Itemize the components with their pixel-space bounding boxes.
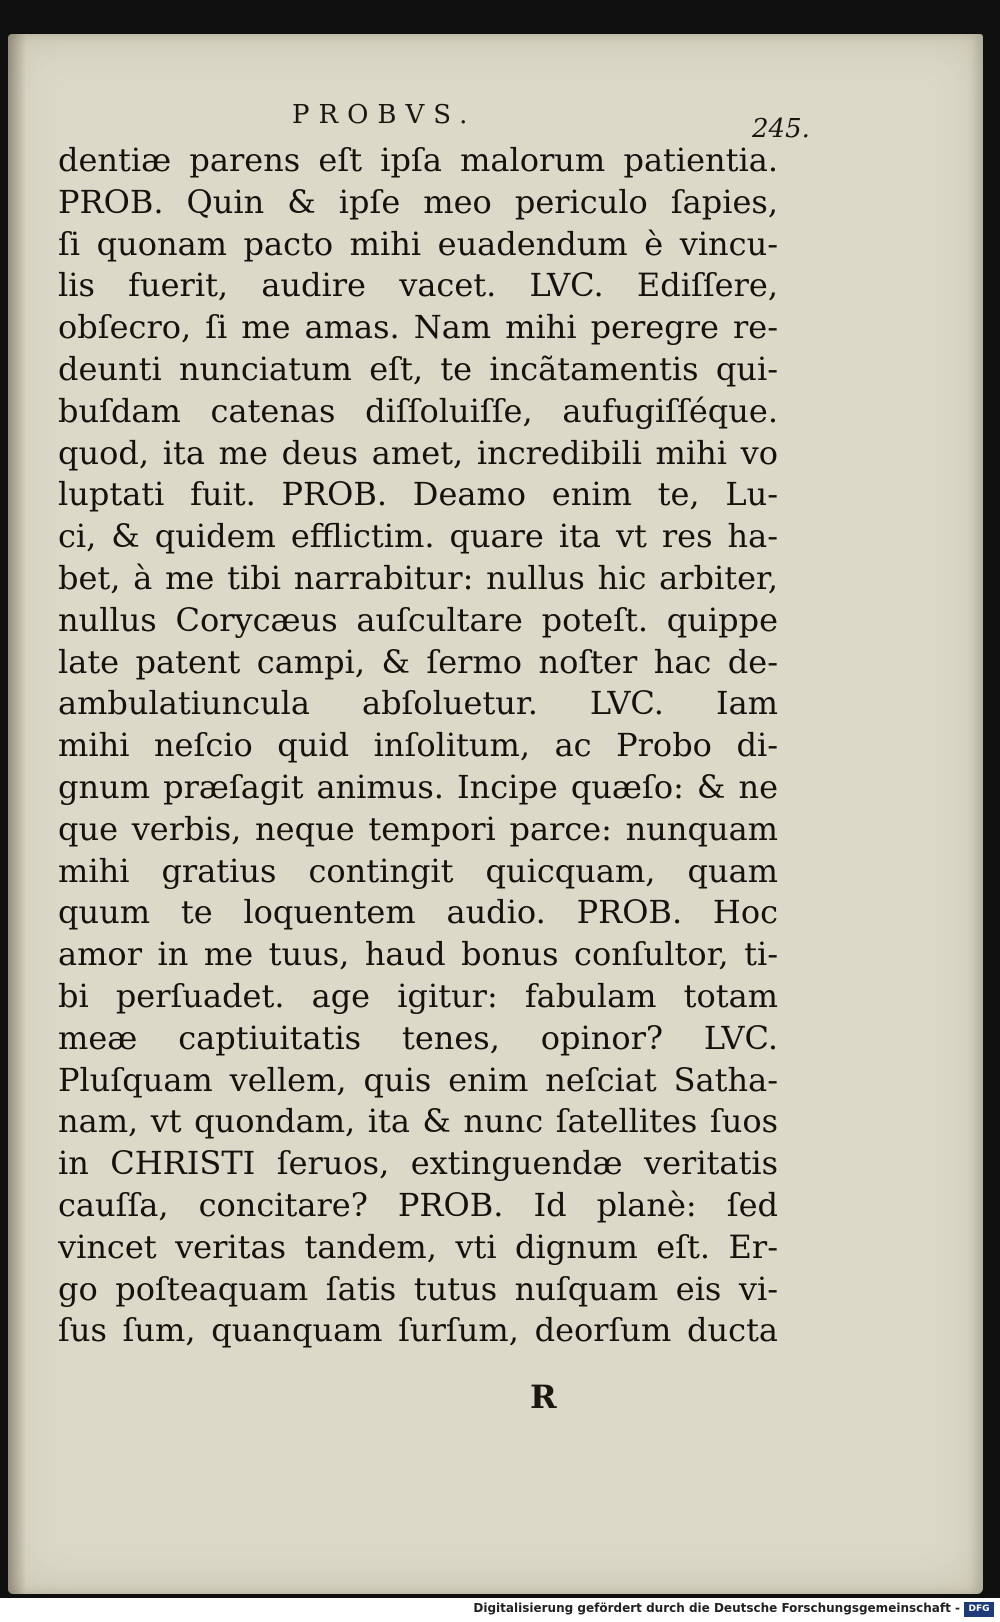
text-line: ſus ſum, quanquam ſurſum, deorſum ducta (58, 1311, 778, 1350)
text-line: mihi gratius contingit quicquam, quam (58, 851, 778, 890)
text-line: cauſſa, concitare? PROB. Id planè: ſed (58, 1185, 778, 1224)
text-line: luptati fuit. PROB. Deamo enim te, Lu- (58, 475, 778, 514)
text-line: Pluſquam vellem, quis enim neſciat Satha- (58, 1060, 778, 1099)
text-line: obſecro, ſi me amas. Nam mihi peregre re- (58, 308, 778, 347)
dfg-logo: DFG (964, 1602, 994, 1617)
funding-credit: Digitalisierung gefördert durch die Deutsche Forschungsgemeinschaft - (473, 1601, 960, 1615)
page-gutter-shadow (8, 34, 26, 1594)
page-number: 245. (752, 114, 810, 144)
text-line: dentiæ parens eſt ipſa malorum patientia. (58, 141, 778, 179)
text-line: que verbis, neque tempori parce: nunquam (58, 809, 778, 848)
text-line: PROB. Quin & ipſe meo periculo ſapies, (58, 182, 778, 221)
text-line: late patent campi, & ſermo noſter hac de- (58, 642, 778, 681)
digitization-footer (0, 1598, 1000, 1622)
text-line: bet, à me tibi narrabitur: nullus hic arbiter, (58, 558, 778, 597)
text-line: ſi quonam pacto mihi euadendum è vincu- (58, 224, 778, 263)
text-line: buſdam catenas diſſoluiſſe, aufugiſſéque. (58, 391, 778, 430)
text-line: quod, ita me deus amet, incredibili mihi vo (58, 433, 778, 472)
text-line: bi perſuadet. age igitur: fabulam totam (58, 976, 778, 1015)
text-line: mihi neſcio quid inſolitum, ac Probo di- (58, 726, 778, 765)
text-line: ci, & quidem efflictim. quare ita vt res ha- (58, 517, 778, 556)
text-line: gnum præſagit animus. Incipe quæſo: & ne (58, 767, 778, 806)
text-line: ambulatiuncula abſoluetur. LVC. Iam (58, 684, 778, 723)
text-line: meæ captiuitatis tenes, opinor? LVC. (58, 1018, 778, 1057)
text-line: nam, vt quondam, ita & nunc ſatellites ſuos (58, 1102, 778, 1141)
page-header (0, 100, 1000, 144)
text-line: in CHRISTI ſeruos, extinguendæ veritatis (58, 1144, 778, 1183)
running-head: PROBVS. (292, 100, 477, 130)
text-line: go poſteaquam ſatis tutus nuſquam eis vi- (58, 1269, 778, 1308)
text-line: deunti nunciatum eſt, te incãtamentis qui- (58, 349, 778, 388)
body-text (58, 140, 778, 1352)
text-line: amor in me tuus, haud bonus conſultor, ti- (58, 935, 778, 974)
text-line: quum te loquentem audio. PROB. Hoc (58, 893, 778, 932)
signature-mark: R (530, 1378, 557, 1416)
text-line: lis fuerit, audire vacet. LVC. Ediſſere, (58, 266, 778, 305)
text-line: nullus Corycæus auſcultare poteſt. quippe (58, 600, 778, 639)
text-line: vincet veritas tandem, vti dignum eſt. Er- (58, 1227, 778, 1266)
